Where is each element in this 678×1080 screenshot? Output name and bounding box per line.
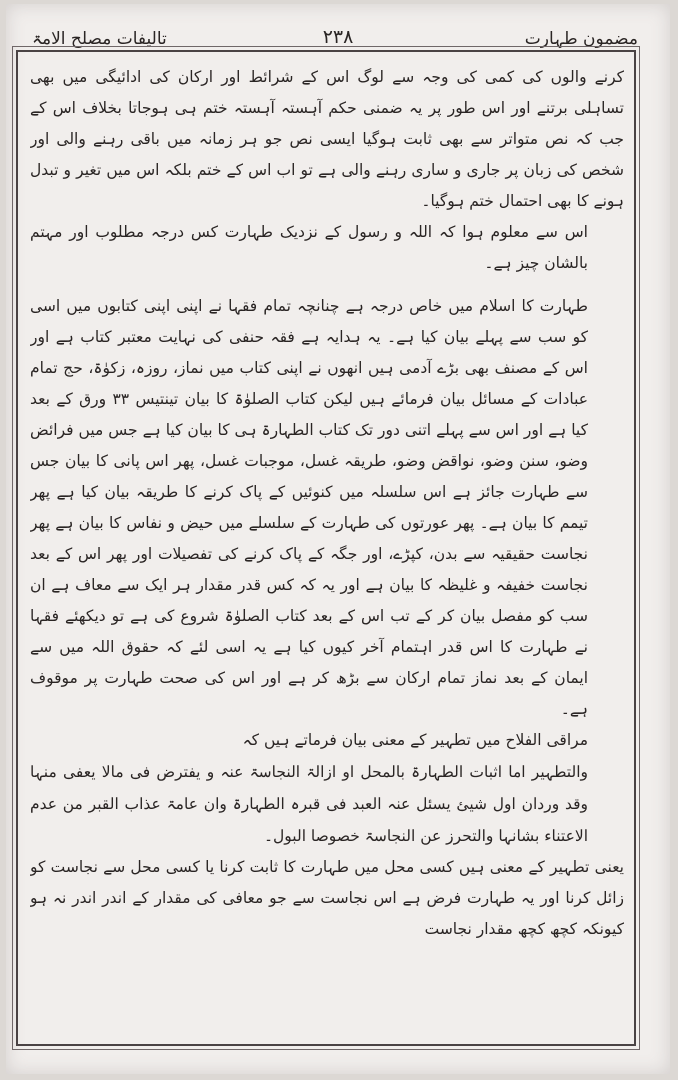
paragraph-fiqh-order: طہارت کا اسلام میں خاص درجہ ہے چنانچہ تمام فقہا نے اپنی اپنی کتابوں میں اسی کو سب سے پہلے بیان کیا ہے۔ یہ ہدایہ ہے فقہ حنفی کی نہایت معتبر کتاب ہے اور اس کے مصنف بھی بڑے آدمی ہیں انھوں نے اپنی کتاب میں نماز، روزہ، زکوٰۃ، حج تمام عبادات کے مسائل بیان فرمائے ہیں لیکن کتاب الصلوٰۃ کا بیان تینتیس ۳۳ ورق کے بعد کیا ہے اور اس سے پہلے اتنی دور تک کتاب الطہارۃ ہی کا بیان کیا ہے جس میں فرائض وضو، سنن وضو، نواقض وضو، طریقہ غسل، موجبات غسل، پھر اس پانی کا بیان جس سے طہارت جائز ہے اس سلسلہ میں کنوئیں کے پاک کرنے کا طریقہ بیان کیا ہے پھر تیمم کا بیان ہے۔ پھر عورتوں کی طہارت کے سلسلے میں حیض و نفاس کا بیان ہے پھر نجاست حقیقیہ سے بدن، کپڑے، اور جگہ کے پاک کرنے کی تفصیلات اور پھر اس کے بعد نجاست خفیفہ و غلیظہ کا بیان ہے اور یہ کہ کس قدر مقدار ہر ایک سے معاف ہے ان سب کو مفصل بیان کر کے تب اس کے بعد کتاب الصلوٰۃ شروع کی ہے تو دیکھئے فقہا نے طہارت کا اس قدر اہتمام آخر کیوں کیا ہے یہ اسی لئے کہ حقوق اللہ میں سے ایمان کے بعد نماز تمام ارکان سے بڑھ کر ہے اور اس کی صحت طہارت پر موقوف ہے۔ [30, 297, 589, 718]
page-number: ۲۳۸ [322, 26, 354, 48]
header-chapter-title: مضمون طہارت [524, 29, 638, 49]
paragraph-importance: اس سے معلوم ہوا کہ اللہ و رسول کے نزدیک طہارت کس درجہ مطلوب اور مہتم بالشان چیز ہے۔ [30, 223, 588, 272]
paragraph-continuation: کرنے والوں کی کمی کی وجہ سے لوگ اس کے شرائط اور ارکان کی ادائیگی میں بھی تساہلی برتنے اور اس طور پر یہ ضمنی حکم آہستہ آہستہ ختم ہی ہوجاتا بخلاف اس کے جب کہ نص متواتر سے بھی ثابت ہوگیا ایسی نص جو ہر زمانہ میں باقی رہنے والی اور شخص کی زبان پر جاری و ساری رہنے والی ہے تو اب اس کے ختم بلکہ اس میں تغیر و تبدل ہونے کا بھی احتمال ختم ہوگیا۔ [30, 68, 624, 210]
arabic-quote: والتطہیر اما اثبات الطہارۃ بالمحل او ازالۃ النجاسۃ عنہ و یفترض فی مالا یعفی منہا وقد وردان اول شیئ یسئل عنہ العبد فی قبرہ الطہارۃ وان عامۃ عذاب القبر من عدم الاعتناء بشانہا والتحرز عن النجاسۃ خصوصا البول۔ [30, 763, 588, 845]
header-series-title: تالیفات مصلح الامۃ [32, 29, 167, 49]
paragraph-translation: یعنی تطہیر کے معنی ہیں کسی محل میں طہارت کا ثابت کرنا یا کسی محل سے نجاست کو زائل کرنا اور یہ طہارت فرض ہے اس نجاست سے جو معافی کی مقدار کے اندر اندر نہ ہو کیونکہ کچھ کچھ مقدار نجاست [30, 858, 624, 938]
page-body [30, 62, 624, 1037]
quote-intro: مراقی الفلاح میں تطہیر کے معنی بیان فرماتے ہیں کہ [242, 731, 588, 749]
